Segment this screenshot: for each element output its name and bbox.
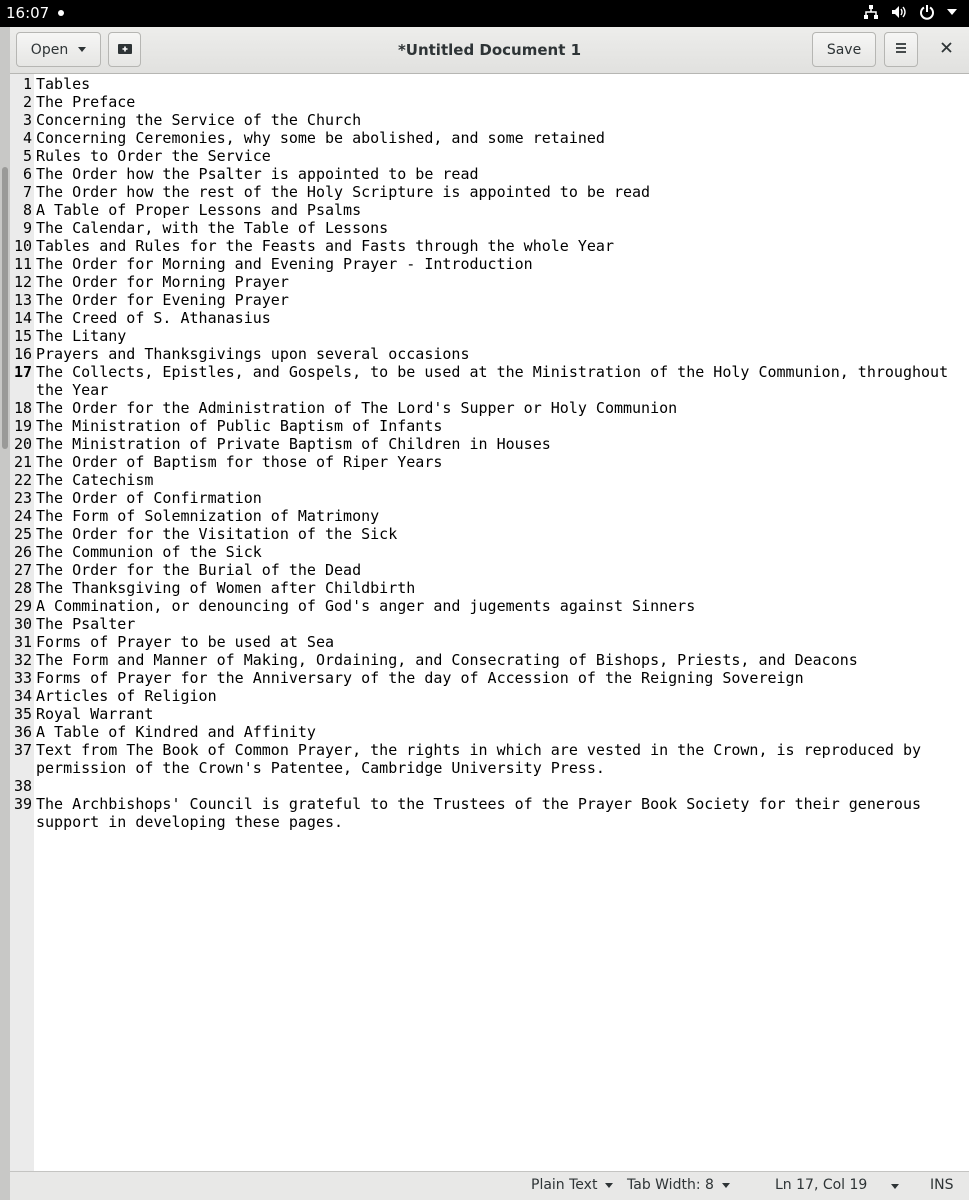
editor-line[interactable] [10, 777, 969, 795]
line-number: 38 [13, 777, 32, 795]
editor-line[interactable] [10, 165, 969, 183]
editor-line[interactable] [10, 237, 969, 255]
line-text[interactable]: Tables and Rules for the Feasts and Fasts through the whole Year [36, 237, 614, 255]
line-text[interactable]: The Form and Manner of Making, Ordaining, and Consecrating of Bishops, Priests, and Deacons [36, 651, 858, 669]
line-text[interactable]: The Order for the Administration of The Lord's Supper or Holy Communion [36, 399, 678, 417]
editor-line[interactable] [10, 111, 969, 129]
line-text[interactable]: The Form of Solemnization of Matrimony [36, 507, 380, 525]
line-number: 36 [13, 723, 32, 741]
line-number: 10 [13, 237, 32, 255]
line-text[interactable]: The Ministration of Public Baptism of Infants [36, 417, 443, 435]
line-text[interactable]: The Order for the Visitation of the Sick [36, 525, 398, 543]
menu-button[interactable] [884, 32, 918, 67]
line-number: 11 [13, 255, 32, 273]
desktop-background [0, 27, 10, 1200]
top-bar [0, 0, 969, 27]
line-text[interactable] [34, 777, 969, 795]
hamburger-menu-icon [895, 42, 907, 58]
chevron-down-icon [722, 1183, 730, 1188]
line-number: 6 [22, 165, 32, 183]
text-content[interactable] [10, 75, 969, 831]
open-button-label: Open [30, 41, 69, 58]
line-text[interactable]: The Order of Confirmation [36, 489, 262, 507]
line-number: 21 [13, 453, 32, 471]
header-bar [10, 27, 969, 74]
language-selector[interactable] [531, 1177, 613, 1193]
line-text[interactable]: The Order for Morning Prayer [36, 273, 289, 291]
volume-icon [891, 4, 907, 20]
editor-line[interactable] [10, 201, 969, 219]
insert-mode-label: INS [930, 1177, 954, 1193]
chevron-down-icon [605, 1183, 613, 1188]
line-number: 30 [13, 615, 32, 633]
editor-line[interactable] [10, 129, 969, 147]
line-number: 2 [22, 93, 32, 111]
line-number: 8 [22, 201, 32, 219]
editor-line[interactable] [10, 525, 969, 543]
line-text[interactable]: The Collects, Epistles, and Gospels, to be used at the Ministration of the Holy Communion, throughout the Year [36, 363, 949, 399]
line-number: 31 [13, 633, 32, 651]
line-text[interactable]: The Order how the Psalter is appointed to be read [36, 165, 479, 183]
window-title: *Untitled Document 1 [397, 41, 582, 59]
line-number: 37 [13, 741, 32, 759]
editor-line[interactable] [10, 579, 969, 597]
editor-line[interactable] [10, 633, 969, 651]
line-number: 23 [13, 489, 32, 507]
line-text[interactable]: The Thanksgiving of Women after Childbirth [36, 579, 416, 597]
editor-line[interactable] [10, 75, 969, 93]
editor-line[interactable] [10, 309, 969, 327]
line-number: 3 [22, 111, 32, 129]
line-text[interactable]: Concerning the Service of the Church [36, 111, 362, 129]
editor-line[interactable] [10, 507, 969, 525]
line-number: 20 [13, 435, 32, 453]
editor-line[interactable] [10, 543, 969, 561]
network-icon [863, 4, 879, 20]
line-text[interactable]: The Order for Evening Prayer [36, 291, 289, 309]
line-number: 24 [13, 507, 32, 525]
cursor-position-label: Ln 17, Col 19 [775, 1177, 868, 1193]
editor-line[interactable] [10, 147, 969, 165]
line-number: 35 [13, 705, 32, 723]
line-text[interactable]: A Table of Kindred and Affinity [36, 723, 316, 741]
editor-line[interactable] [10, 705, 969, 723]
close-button[interactable] [932, 35, 960, 63]
editor-line[interactable] [10, 435, 969, 453]
line-number: 12 [13, 273, 32, 291]
tab-width-label: Tab Width: 8 [627, 1177, 714, 1193]
line-number: 32 [13, 651, 32, 669]
line-number: 4 [22, 129, 32, 147]
cursor-position[interactable] [775, 1177, 867, 1193]
line-text[interactable]: Royal Warrant [36, 705, 154, 723]
line-number: 18 [13, 399, 32, 417]
line-number: 39 [13, 795, 32, 813]
editor-line[interactable] [10, 651, 969, 669]
line-text[interactable]: The Order of Baptism for those of Riper Years [36, 453, 443, 471]
status-bar [10, 1171, 969, 1200]
line-text[interactable]: Rules to Order the Service [36, 147, 271, 165]
line-number: 1 [22, 75, 32, 93]
line-text[interactable]: Forms of Prayer for the Anniversary of the day of Accession of the Reigning Sovereign [36, 669, 804, 687]
tab-width-selector[interactable] [627, 1177, 730, 1193]
line-text[interactable]: The Psalter [36, 615, 136, 633]
line-text[interactable]: Text from The Book of Common Prayer, the rights in which are vested in the Crown, is reproduced by permission of the Crown's Patentee, Cambridge University Press. [36, 741, 922, 777]
editor-line[interactable] [10, 327, 969, 345]
editor-line[interactable] [10, 363, 969, 399]
line-number: 15 [13, 327, 32, 345]
line-text[interactable]: The Preface [36, 93, 136, 111]
editor-line[interactable] [10, 183, 969, 201]
line-number: 25 [13, 525, 32, 543]
save-button[interactable]: Save [812, 32, 876, 67]
line-number: 34 [13, 687, 32, 705]
line-number: 29 [13, 597, 32, 615]
chevron-down-icon [891, 1184, 899, 1189]
gedit-window [10, 27, 969, 1200]
editor-line[interactable] [10, 399, 969, 417]
line-number: 28 [13, 579, 32, 597]
editor-line[interactable] [10, 597, 969, 615]
power-icon [919, 4, 935, 20]
line-number: 7 [22, 183, 32, 201]
line-number: 22 [13, 471, 32, 489]
line-number: 33 [13, 669, 32, 687]
editor-line[interactable] [10, 741, 969, 777]
line-text[interactable]: A Table of Proper Lessons and Psalms [36, 201, 362, 219]
chevron-down-icon [947, 8, 957, 16]
language-label: Plain Text [531, 1177, 598, 1193]
line-number: 13 [13, 291, 32, 309]
editor-line[interactable] [10, 219, 969, 237]
line-text[interactable]: The Litany [36, 327, 127, 345]
editor-line[interactable] [10, 723, 969, 741]
editor-line[interactable] [10, 273, 969, 291]
line-text[interactable]: Forms of Prayer to be used at Sea [36, 633, 335, 651]
line-text[interactable]: Concerning Ceremonies, why some be abolished, and some retained [36, 129, 605, 147]
line-text[interactable]: Prayers and Thanksgivings upon several occasions [36, 345, 470, 363]
line-text[interactable]: Tables [36, 75, 91, 93]
close-icon [941, 41, 952, 57]
editor-line[interactable] [10, 417, 969, 435]
line-text[interactable]: The Calendar, with the Table of Lessons [36, 219, 389, 237]
text-editor[interactable] [10, 74, 969, 1171]
line-text[interactable]: The Ministration of Private Baptism of Children in Houses [36, 435, 551, 453]
editor-line[interactable] [10, 255, 969, 273]
line-number: 26 [13, 543, 32, 561]
editor-line[interactable] [10, 345, 969, 363]
line-text[interactable]: The Creed of S. Athanasius [36, 309, 271, 327]
line-number: 27 [13, 561, 32, 579]
line-number: 16 [13, 345, 32, 363]
editor-line[interactable] [10, 291, 969, 309]
line-number: 19 [13, 417, 32, 435]
editor-line[interactable] [10, 93, 969, 111]
line-text[interactable]: A Commination, or denouncing of God's anger and jugements against Sinners [36, 597, 696, 615]
line-number: 17 [13, 363, 32, 381]
line-text[interactable]: The Catechism [36, 471, 154, 489]
line-text[interactable]: The Archbishops' Council is grateful to the Trustees of the Prayer Book Society for their generous support in developing these pages. [36, 795, 922, 831]
line-text[interactable]: The Communion of the Sick [36, 543, 262, 561]
notification-dot-icon [58, 10, 64, 16]
position-dropdown[interactable] [891, 1184, 899, 1189]
editor-line[interactable] [10, 795, 969, 831]
line-text[interactable]: The Order for Morning and Evening Prayer - Introduction [36, 255, 533, 273]
clock[interactable]: 16:07 [6, 4, 50, 22]
editor-line[interactable] [10, 669, 969, 687]
line-text[interactable]: The Order for the Burial of the Dead [36, 561, 362, 579]
editor-line[interactable] [10, 561, 969, 579]
line-number: 9 [22, 219, 32, 237]
editor-line[interactable] [10, 489, 969, 507]
editor-line[interactable] [10, 687, 969, 705]
editor-line[interactable] [10, 615, 969, 633]
line-text[interactable]: Articles of Religion [36, 687, 217, 705]
line-text[interactable]: The Order how the rest of the Holy Scripture is appointed to be read [36, 183, 651, 201]
line-number: 14 [13, 309, 32, 327]
system-tray[interactable] [863, 4, 957, 20]
insert-mode-indicator[interactable] [930, 1177, 954, 1193]
line-number: 5 [22, 147, 32, 165]
editor-line[interactable] [10, 453, 969, 471]
editor-line[interactable] [10, 471, 969, 489]
